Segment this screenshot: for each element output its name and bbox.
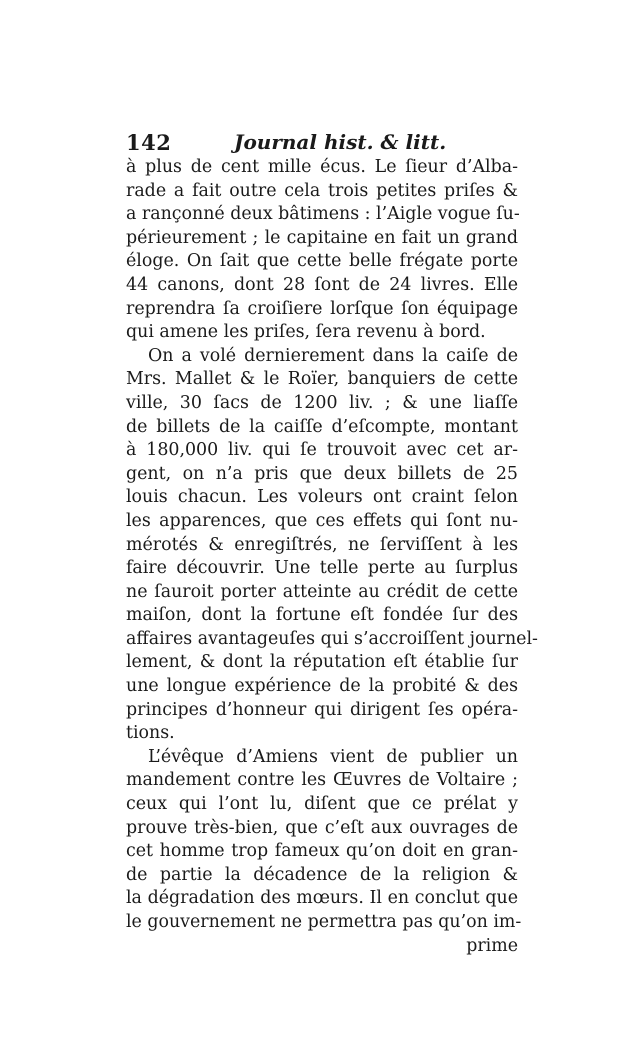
text-line: une longue expérience de la probité & des: [126, 676, 518, 697]
text-line: de billets de la caiſſe d’eſcompte, montant: [126, 416, 518, 437]
paragraph-start-line: L’évêque d’Amiens vient de publier un: [148, 746, 518, 767]
paragraph-start-line: On a volé dernierement dans la caiſe de: [148, 345, 518, 366]
text-line: lement, & dont la réputation eſt établie ſur: [126, 652, 518, 673]
text-line: cet homme trop fameux qu’on doit en gran-: [126, 841, 518, 862]
text-line: les apparences, que ces effets qui ſont nu-: [126, 510, 518, 531]
text-line: éloge. On ſait que cette belle frégate porte: [126, 251, 518, 272]
text-line: qui amene les priſes, ſera revenu à bord.: [126, 322, 486, 343]
text-line: louis chacun. Les voleurs ont craint ſelon: [126, 487, 518, 508]
text-line: principes d’honneur qui dirigent ſes opéra-: [126, 699, 518, 720]
text-line: la dégradation des mœurs. Il en conclut que: [126, 888, 518, 909]
page-number: 142: [126, 130, 172, 155]
catchword: prime: [466, 935, 518, 956]
text-line: faire découvrir. Une telle perte au ſurplus: [126, 558, 518, 579]
text-line: à plus de cent mille écus. Le ſieur d’Alba-: [126, 157, 518, 177]
text-line: ceux qui l’ont lu, diſent que ce prélat y: [126, 794, 518, 815]
text-line: de partie la décadence de la religion &: [126, 864, 518, 885]
text-line: Mrs. Mallet & le Roïer, banquiers de cette: [126, 369, 518, 390]
text-line: mérotés & enregiſtrés, ne ſerviſſent à les: [126, 534, 518, 555]
text-line: a rançonné deux bâtimens : l’Aigle vogue ſu-: [126, 204, 520, 225]
text-line: ne ſauroit porter atteinte au crédit de cette: [126, 581, 518, 602]
text-line: rade a fait outre cela trois petites priſes &: [126, 180, 518, 201]
text-line: affaires avantageuſes qui s’accroiſſent journel-: [126, 628, 538, 649]
page-header: [126, 130, 516, 156]
text-line: gent, on n’a pris que deux billets de 25: [126, 463, 518, 484]
text-line: tions.: [126, 723, 175, 744]
text-line: maiſon, dont la fortune eſt fondée ſur des: [126, 605, 518, 626]
running-title: Journal hist. & litt.: [234, 130, 447, 154]
text-line: mandement contre les Œuvres de Voltaire ;: [126, 770, 518, 791]
text-line: prouve très-bien, que c’eſt aux ouvrages de: [126, 817, 518, 838]
text-line: périeurement ; le capitaine en fait un grand: [126, 227, 518, 248]
text-line: 44 canons, dont 28 ſont de 24 livres. Elle: [126, 274, 518, 295]
text-line: reprendra ſa croiſiere lorſque ſon équipage: [126, 298, 518, 319]
text-line: ville, 30 ſacs de 1200 liv. ; & une liaſſe: [126, 392, 518, 413]
text-line: à 180,000 liv. qui ſe trouvoit avec cet ar-: [126, 440, 518, 461]
body-text: [126, 156, 538, 958]
text-line: le gouvernement ne permettra pas qu’on im-: [126, 912, 522, 932]
